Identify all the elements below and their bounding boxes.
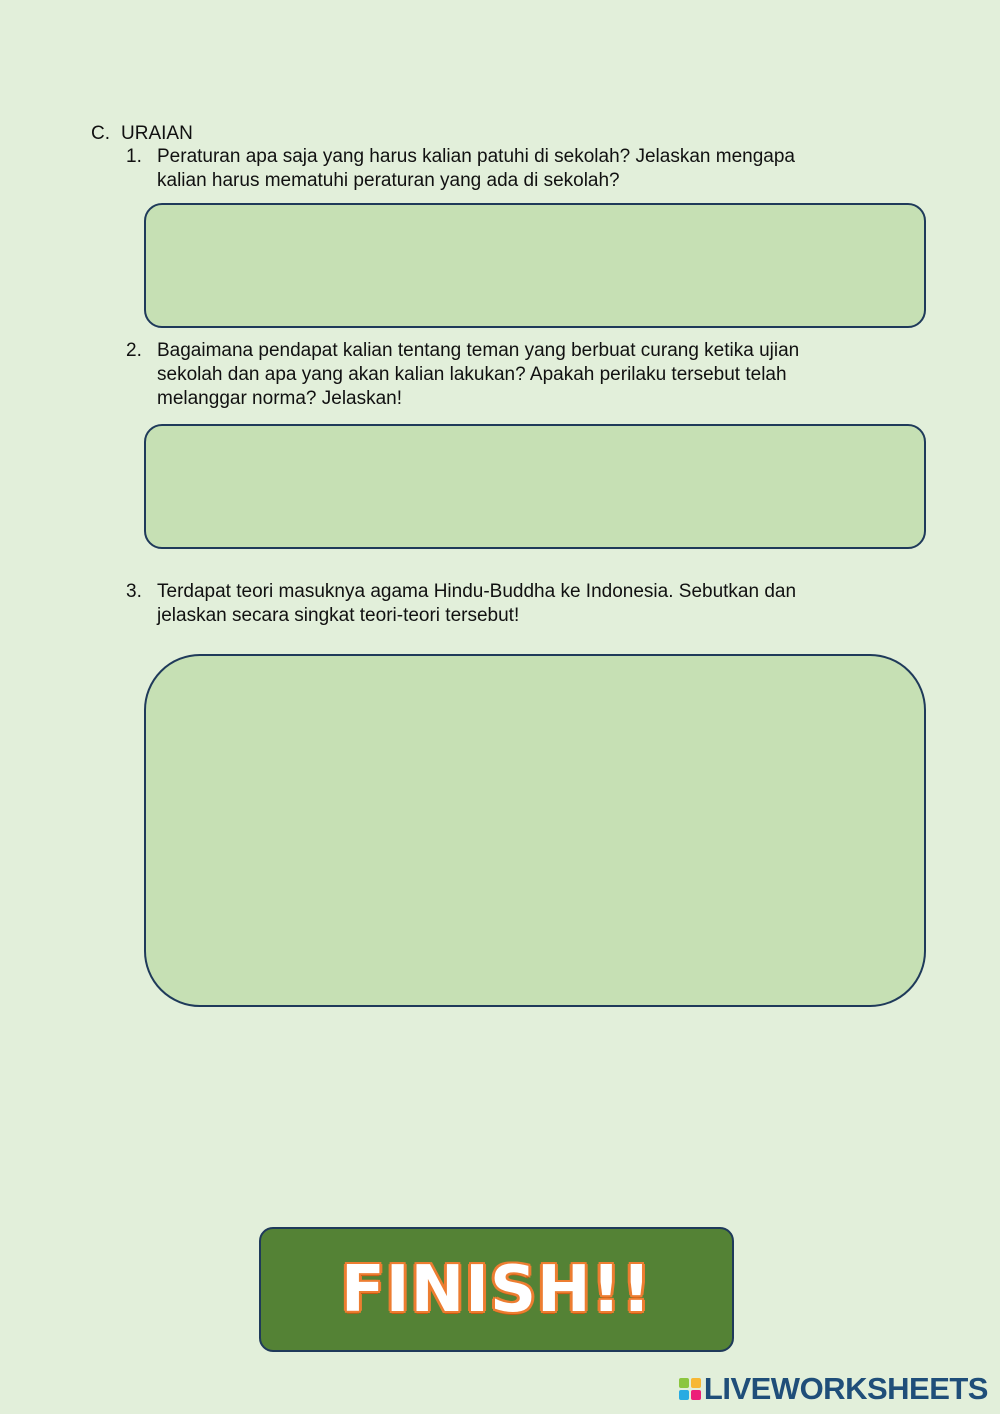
question-text: Bagaimana pendapat kalian tentang teman yang berbuat curang ketika ujian sekolah dan apa yang akan kalian lakukan? Apakah perilaku tersebut telah melanggar norma? Jelaskan! <box>157 340 800 409</box>
liveworksheets-logo-icon <box>679 1378 701 1400</box>
question-text: Terdapat teori masuknya agama Hindu-Buddha ke Indonesia. Sebutkan dan jelaskan secara singkat teori-teori tersebut! <box>157 581 797 626</box>
answer-box-2[interactable] <box>144 424 926 549</box>
answer-box-3[interactable] <box>144 654 926 1007</box>
question-text: Peraturan apa saja yang harus kalian patuhi di sekolah? Jelaskan mengapa kalian harus mematuhi peraturan yang ada di sekolah? <box>157 146 795 191</box>
question-3 <box>126 580 846 628</box>
question-1 <box>126 145 846 193</box>
section-heading <box>91 122 193 146</box>
section-letter: C. <box>91 123 110 144</box>
brand-footer <box>679 1373 988 1405</box>
logo-square-v <box>679 1390 689 1400</box>
brand-name: LIVEWORKSHEETS <box>703 1371 988 1406</box>
logo-square-l <box>679 1378 689 1388</box>
finish-label: FINISH!! <box>341 1252 652 1327</box>
logo-square-e <box>691 1390 701 1400</box>
question-2 <box>126 339 846 411</box>
answer-box-1[interactable] <box>144 203 926 328</box>
finish-button[interactable] <box>259 1227 734 1352</box>
question-number: 1. <box>126 146 142 167</box>
logo-square-i <box>691 1378 701 1388</box>
question-number: 3. <box>126 581 142 602</box>
section-title: URAIAN <box>121 123 193 144</box>
question-number: 2. <box>126 340 142 361</box>
